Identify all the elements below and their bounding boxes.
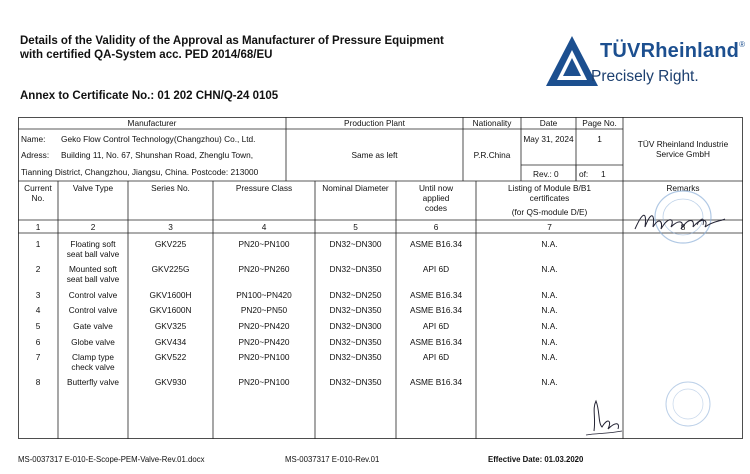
table-row-7-listing: N.A.: [541, 352, 558, 362]
signature-stamp-icon: [623, 181, 743, 251]
table-row-8-type: Butterfly valve: [66, 377, 120, 387]
table-row-7-code: API 6D: [422, 352, 450, 362]
table-row-1-dn: DN32~DN300: [329, 239, 382, 249]
table-row-1-pressure: PN20~PN100: [238, 239, 290, 249]
table-row-2-type: Mounted soft seat ball valve: [66, 264, 120, 284]
table-row-5-dn: DN32~DN300: [329, 321, 382, 331]
of-label: of:: [579, 169, 589, 179]
col-remarks: Remarks: [666, 183, 700, 193]
col-number-7: 7: [547, 222, 552, 232]
col-nominal-diameter: Nominal Diameter: [322, 183, 389, 193]
table-row-3-type: Control valve: [68, 290, 118, 300]
col-listing: Listing of Module B/B1 certificates: [507, 183, 592, 203]
page-value: 1: [597, 134, 602, 144]
date-header: Date: [539, 118, 558, 128]
footer-doc-file: MS-0037317 E-010-E-Scope-PEM-Valve-Rev.01.docx: [18, 455, 205, 464]
table-row-2-no: 2: [35, 264, 41, 274]
footer-effective-date: Effective Date: 01.03.2020: [488, 455, 584, 464]
table-row-8-code: ASME B16.34: [409, 377, 463, 387]
col-number-1: 1: [35, 222, 41, 232]
table-row-5-series: GKV325: [154, 321, 187, 331]
table-row-1-type: Floating soft seat ball valve: [66, 239, 120, 259]
col-codes: Until now applied codes: [418, 183, 454, 213]
table-row-3-dn: DN32~DN250: [329, 290, 382, 300]
table-row-1-no: 1: [35, 239, 41, 249]
col-current-no: Current No.: [24, 183, 52, 203]
table-row-4-code: ASME B16.34: [409, 305, 463, 315]
annex-heading: Annex to Certificate No.: 01 202 CHN/Q-24 0105: [20, 90, 279, 102]
table-row-2-dn: DN32~DN350: [329, 264, 382, 274]
address-line-1: Building 11, No. 67, Shunshan Road, Zhenglu Town,: [61, 150, 254, 160]
nationality-value: P.R.China: [473, 150, 511, 160]
table-row-3-code: ASME B16.34: [409, 290, 463, 300]
of-value: 1: [601, 169, 606, 179]
address-line-2: Tianning District, Changzhou, Jiangsu, China. Postcode: 213000: [21, 167, 259, 177]
page-header: Page No.: [582, 118, 617, 128]
table-row-7-series: GKV522: [154, 352, 187, 362]
rev-label: Rev.: 0: [533, 169, 559, 179]
table-row-2-series: GKV225G: [151, 264, 190, 274]
table-row-6-type: Globe valve: [71, 337, 115, 347]
table-row-8-pressure: PN20~PN100: [238, 377, 290, 387]
table-row-5-no: 5: [35, 321, 41, 331]
table-row-3-listing: N.A.: [541, 290, 558, 300]
table-row-3-no: 3: [35, 290, 41, 300]
table-row-8-dn: DN32~DN350: [329, 377, 382, 387]
stamp-icon: [658, 379, 718, 429]
table-row-1-code: ASME B16.34: [409, 239, 463, 249]
table-row-7-pressure: PN20~PN100: [238, 352, 290, 362]
table-row-6-series: GKV434: [154, 337, 187, 347]
issuer-name: TÜV Rheinland Industrie Service GmbH: [637, 139, 729, 159]
col-listing-sub: (for QS-module D/E): [511, 207, 588, 217]
table-row-6-dn: DN32~DN350: [329, 337, 382, 347]
col-number-6: 6: [433, 222, 439, 232]
plant-value: Same as left: [351, 150, 398, 160]
title-line-2: with certified QA-System acc. PED 2014/68/EU: [20, 49, 273, 61]
col-number-3: 3: [168, 222, 173, 232]
title-line-1: Details of the Validity of the Approval as Manufacturer of Pressure Equipment: [20, 35, 444, 47]
manufacturer-header: Manufacturer: [127, 118, 177, 128]
table-row-5-code: API 6D: [422, 321, 450, 331]
table-row-4-dn: DN32~DN350: [329, 305, 382, 315]
table-row-5-type: Gate valve: [73, 321, 113, 331]
col-series-no: Series No.: [151, 183, 190, 193]
table-row-4-listing: N.A.: [541, 305, 558, 315]
table-row-2-listing: N.A.: [541, 264, 558, 274]
table-row-6-pressure: PN20~PN420: [238, 337, 290, 347]
table-row-8-no: 8: [35, 377, 41, 387]
table-row-4-no: 4: [35, 305, 41, 315]
table-row-8-listing: N.A.: [541, 377, 558, 387]
address-label: Adress:: [21, 150, 50, 160]
col-valve-type: Valve Type: [72, 183, 114, 193]
signature-icon: [578, 387, 638, 437]
col-number-8: 8: [680, 222, 686, 232]
col-number-5: 5: [353, 222, 358, 232]
table-row-5-listing: N.A.: [541, 321, 558, 331]
table-row-2-code: API 6D: [422, 264, 450, 274]
table-row-8-series: GKV930: [154, 377, 187, 387]
document-title: [20, 34, 490, 62]
table-row-4-series: GKV1600N: [149, 305, 192, 315]
table-row-4-type: Control valve: [68, 305, 118, 315]
date-value: May 31, 2024: [523, 134, 574, 144]
nationality-header: Nationality: [472, 118, 512, 128]
scope-table: [18, 117, 743, 439]
brand-name: TÜVRheinland®: [600, 40, 745, 62]
table-row-3-series: GKV1600H: [149, 290, 192, 300]
footer-doc-rev: MS-0037317 E-010-Rev.01: [285, 455, 380, 464]
production-plant-header: Production Plant: [344, 118, 405, 128]
table-row-1-listing: N.A.: [541, 239, 558, 249]
col-pressure-class: Pressure Class: [235, 183, 293, 193]
table-row-1-series: GKV225: [154, 239, 187, 249]
table-row-3-pressure: PN100~PN420: [236, 290, 292, 300]
brand-tagline: Precisely Right.: [591, 68, 699, 85]
table-row-7-no: 7: [35, 352, 41, 362]
table-row-6-code: ASME B16.34: [409, 337, 463, 347]
table-row-5-pressure: PN20~PN420: [238, 321, 290, 331]
table-row-6-listing: N.A.: [541, 337, 558, 347]
name-value: Geko Flow Control Technology(Changzhou) Co., Ltd.: [61, 134, 256, 144]
col-number-4: 4: [261, 222, 267, 232]
col-number-2: 2: [90, 222, 96, 232]
table-row-7-dn: DN32~DN350: [329, 352, 382, 362]
table-row-2-pressure: PN20~PN260: [238, 264, 290, 274]
table-row-6-no: 6: [35, 337, 41, 347]
table-row-7-type: Clamp type check valve: [71, 352, 115, 372]
table-row-4-pressure: PN20~PN50: [240, 305, 288, 315]
name-label: Name:: [21, 134, 46, 144]
